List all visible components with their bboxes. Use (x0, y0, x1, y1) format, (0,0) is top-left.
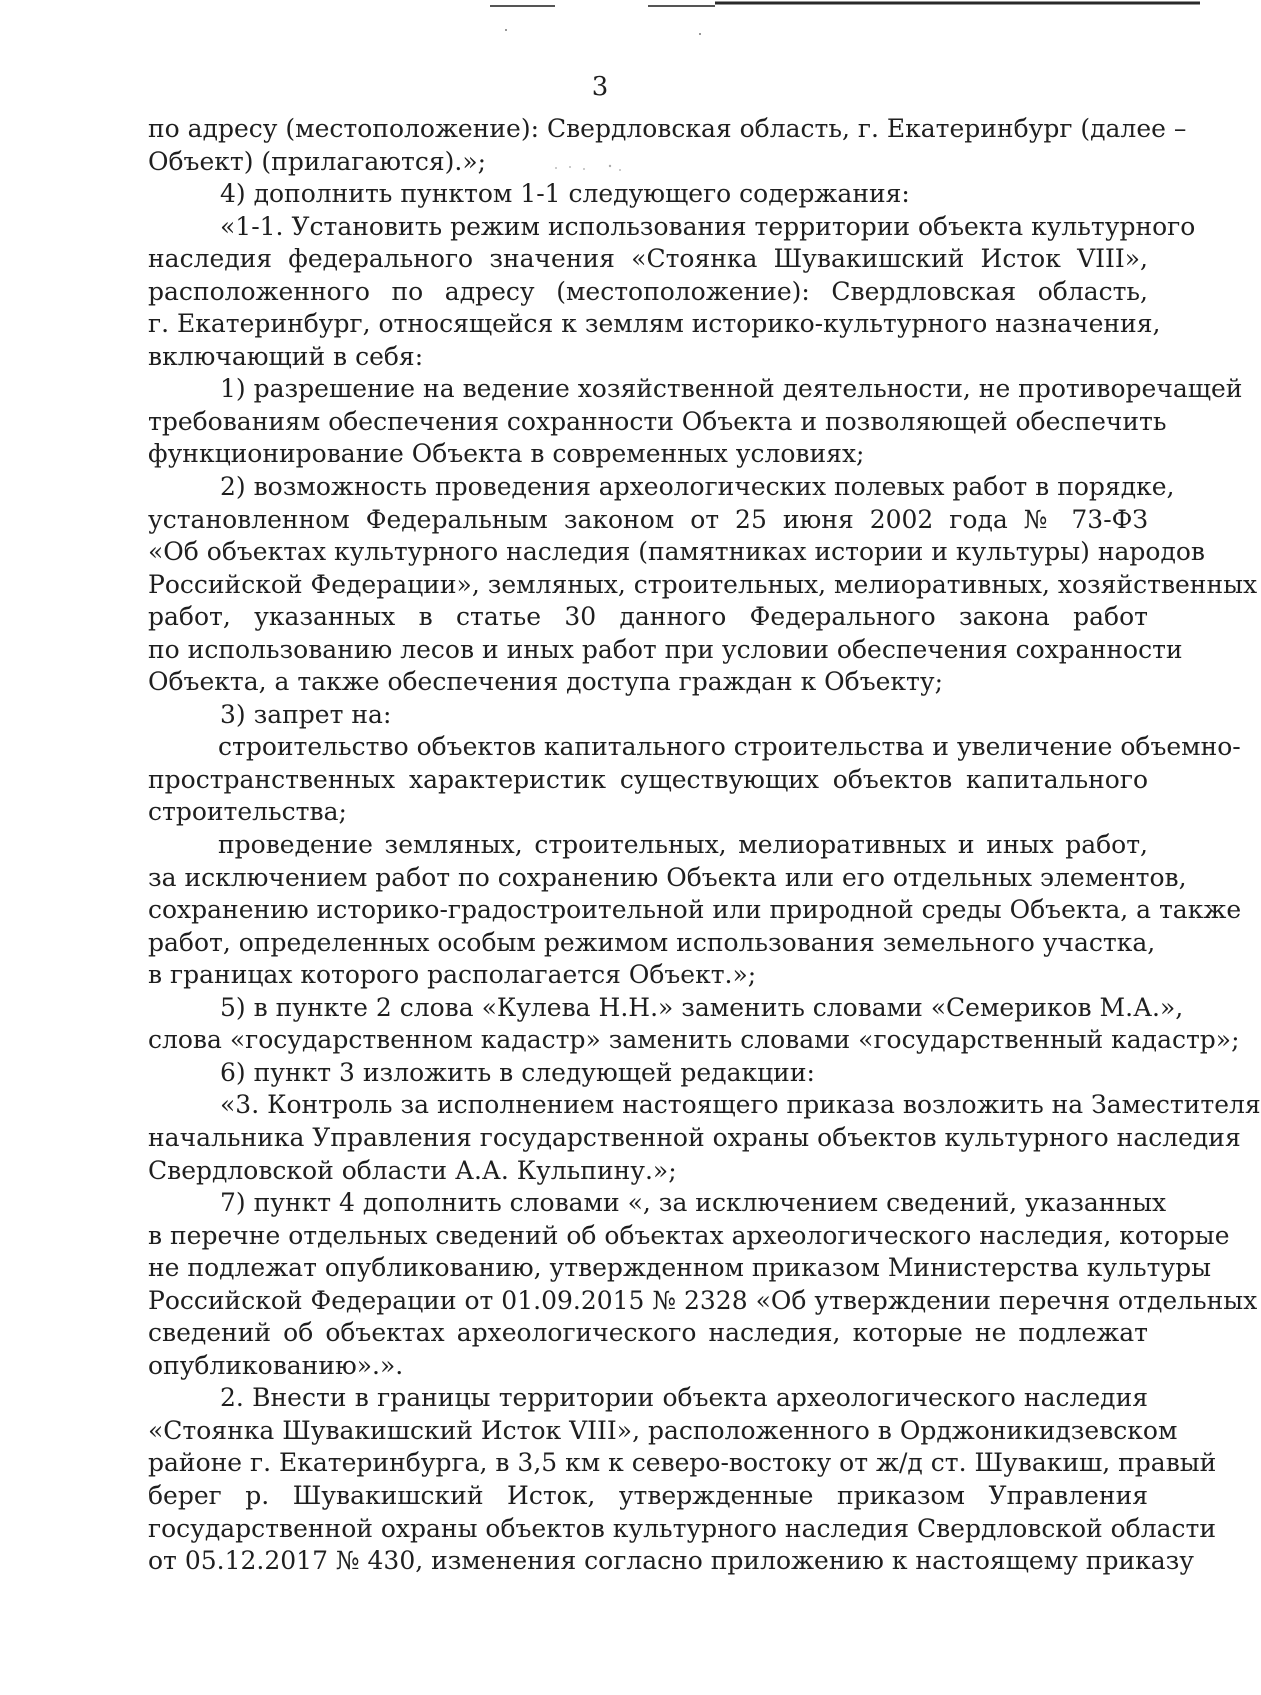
text-line: Свердловской области А.А. Кульпину.»; (148, 1155, 677, 1185)
text-line: «Стоянка Шувакишский Исток VIII», расположенного в Орджоникидзевском (148, 1415, 1178, 1445)
text-line: 3) запрет на: (220, 699, 392, 729)
text-line: строительства; (148, 797, 347, 827)
text-line: 6) пункт 3 изложить в следующей редакции: (220, 1057, 815, 1087)
text-line: берег р. Шувакишский Исток, утвержденные приказом Управления (148, 1480, 1148, 1510)
text-line: от 05.12.2017 № 430, изменения согласно приложению к настоящему приказу (148, 1546, 1194, 1576)
document-body (148, 113, 1261, 1578)
text-line: слова «государственном кадастр» заменить словами «государственный кадастр»; (148, 1025, 1240, 1055)
text-line: 5) в пункте 2 слова «Кулева Н.Н.» заменить словами «Семериков М.А.», (220, 992, 1184, 1022)
text-line: сведений об объектах археологического наследия, которые не подлежат (148, 1318, 1148, 1348)
text-line: Российской Федерации от 01.09.2015 № 2328 «Об утверждении перечня отдельных (148, 1285, 1258, 1315)
text-line: Объекта, а также обеспечения доступа граждан к Объекту; (148, 667, 943, 697)
text-line: за исключением работ по сохранению Объекта или его отдельных элементов, (148, 862, 1187, 892)
page-number: 3 (591, 72, 609, 102)
text-line: строительство объектов капитального строительства и увеличение объемно- (218, 732, 1241, 762)
text-line: опубликованию».». (148, 1350, 404, 1380)
text-line: работ, указанных в статье 30 данного Федерального закона работ (148, 602, 1148, 632)
text-line: установленном Федеральным законом от 25 июня 2002 года № 73-ФЗ (148, 504, 1148, 534)
text-line: наследия федерального значения «Стоянка Шувакишский Исток VIII», (148, 244, 1148, 274)
text-line: районе г. Екатеринбурга, в 3,5 км к северо-востоку от ж/д ст. Шувакиш, правый (148, 1448, 1217, 1478)
text-line: сохранению историко-градостроительной или природной среды Объекта, а также (148, 895, 1242, 925)
text-line: работ, определенных особым режимом использования земельного участка, (148, 927, 1156, 957)
text-line: 4) дополнить пунктом 1-1 следующего содержания: (220, 179, 910, 209)
text-line: «1-1. Установить режим использования территории объекта культурного (220, 211, 1196, 241)
text-line: требованиям обеспечения сохранности Объекта и позволяющей обеспечить (148, 406, 1167, 436)
text-line: функционирование Объекта в современных условиях; (148, 439, 865, 469)
text-line: «Об объектах культурного наследия (памятниках истории и культуры) народов (148, 537, 1206, 567)
text-line: пространственных характеристик существующих объектов капитального (148, 764, 1148, 794)
text-line: начальника Управления государственной охраны объектов культурного наследия (148, 1122, 1241, 1152)
text-line: г. Екатеринбург, относящейся к землям историко-культурного назначения, (148, 309, 1161, 339)
text-line: расположенного по адресу (местоположение): Свердловская область, (148, 276, 1148, 306)
text-line: по использованию лесов и иных работ при условии обеспечения сохранности (148, 634, 1183, 664)
text-line: включающий в себя: (148, 341, 424, 371)
text-line: Российской Федерации», земляных, строительных, мелиоративных, хозяйственных (148, 569, 1258, 599)
text-line: «3. Контроль за исполнением настоящего приказа возложить на Заместителя (220, 1090, 1261, 1120)
text-line: 2. Внести в границы территории объекта археологического наследия (220, 1383, 1148, 1413)
text-line: по адресу (местоположение): Свердловская область, г. Екатеринбург (далее – (148, 114, 1187, 143)
text-line: в перечне отдельных сведений об объектах археологического наследия, которые (148, 1220, 1230, 1250)
text-line: 1) разрешение на ведение хозяйственной деятельности, не противоречащей (220, 374, 1243, 404)
text-line: 2) возможность проведения археологических полевых работ в порядке, (220, 472, 1175, 502)
text-line: государственной охраны объектов культурного наследия Свердловской области (148, 1513, 1217, 1543)
text-line: не подлежат опубликованию, утвержденном приказом Министерства культуры (148, 1253, 1212, 1283)
text-line: в границах которого располагается Объект.»; (148, 960, 757, 990)
text-line: 7) пункт 4 дополнить словами «, за исключением сведений, указанных (220, 1188, 1167, 1218)
text-line: проведение земляных, строительных, мелиоративных и иных работ, (218, 830, 1148, 860)
text-line: Объект) (прилагаются).»; (148, 146, 487, 176)
scan-artifacts (0, 0, 1200, 40)
